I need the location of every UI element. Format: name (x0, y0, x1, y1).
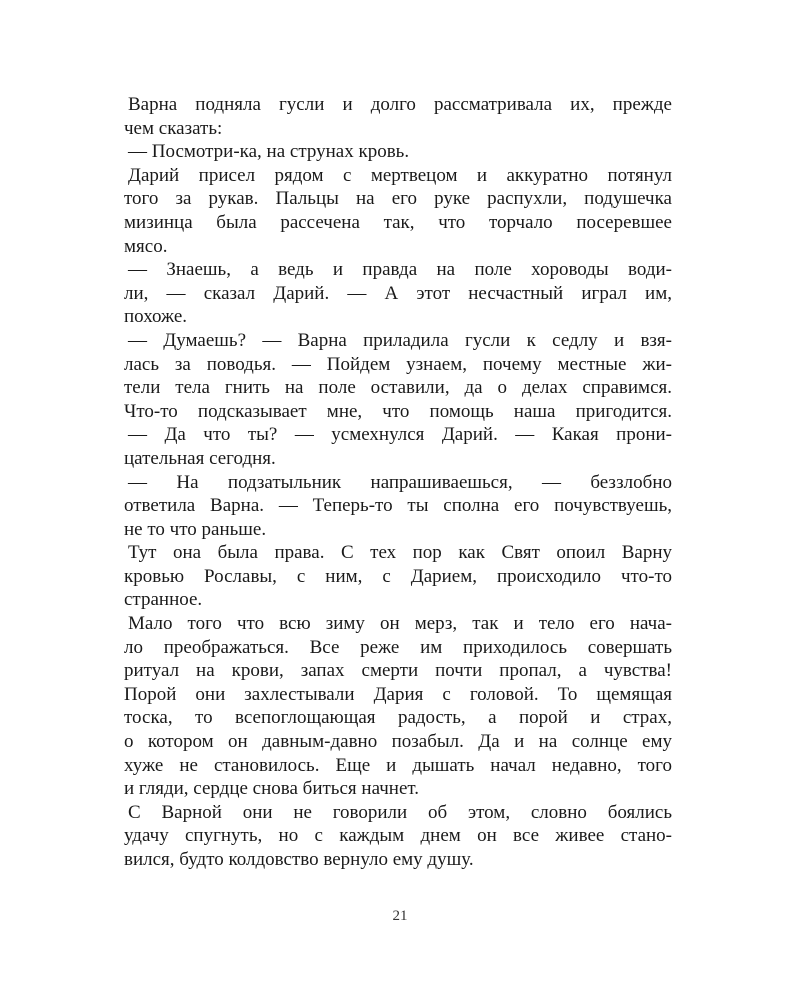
text-line: Порой они захлестывали Дария с головой. То щемящая (124, 683, 672, 705)
text-line: — Посмотри-ка, на струнах кровь. (128, 141, 410, 163)
text-line: тели тела гнить на поле оставили, да о делах справимся. (124, 377, 672, 399)
text-line: о котором он давным-давно позабыл. Да и на солнце ему (124, 731, 672, 753)
text-line: странное. (124, 589, 203, 611)
text-line: Мало того что всю зиму он мерз, так и тело его нача- (128, 613, 672, 635)
text-line: Варна подняла гусли и долго рассматривала их, прежде (128, 94, 672, 115)
text-line: ли, — сказал Дарий. — А этот несчастный играл им, (124, 282, 672, 304)
text-line: ло преображаться. Все реже им приходилось совершать (124, 636, 672, 658)
text-line: тоска, то всепоглощающая радость, а порой и страх, (124, 707, 672, 729)
text-line: — Знаешь, а ведь и правда на поле хороводы води- (128, 259, 672, 281)
text-line: вился, будто колдовство вернуло ему душу. (124, 849, 474, 870)
text-line: — На подзатыльник напрашиваешься, — беззлобно (128, 471, 672, 493)
text-line: мизинца была рассечена так, что торчало посеревшее (124, 211, 672, 233)
text-line: лась за поводья. — Пойдем узнаем, почему местные жи- (124, 353, 672, 375)
text-line: мясо. (124, 235, 168, 257)
text-line: кровью Рославы, с ним, с Дарием, происходило что-то (124, 565, 672, 587)
page-number: 21 (392, 908, 408, 924)
text-line: цательная сегодня. (124, 447, 276, 469)
text-line: С Варной они не говорили об этом, словно боялись (128, 801, 672, 823)
text-line: и гляди, сердце снова биться начнет. (124, 778, 420, 800)
text-line: чем сказать: (124, 117, 223, 139)
text-line: Дарий присел рядом с мертвецом и аккуратно потянул (128, 164, 672, 186)
text-line: того за рукав. Пальцы на его руке распухли, подушечка (124, 188, 672, 210)
text-line: Что-то подсказывает мне, что помощь наша пригодится. (124, 400, 672, 422)
text-line: ритуал на крови, запах смерти почти пропал, а чувства! (124, 660, 672, 682)
text-line: — Да что ты? — усмехнулся Дарий. — Какая прони- (128, 424, 672, 446)
text-line: Тут она была права. С тех пор как Свят опоил Варну (128, 542, 672, 564)
text-line: похоже. (124, 306, 188, 328)
text-line: удачу спугнуть, но с каждым днем он все живее стано- (124, 825, 672, 847)
text-line: ответила Варна. — Теперь-то ты сполна его почувствуешь, (124, 495, 672, 517)
text-line: хуже не становилось. Еще и дышать начал недавно, того (124, 754, 672, 776)
text-line: — Думаешь? — Варна приладила гусли к седлу и взя- (128, 329, 672, 351)
text-line: не то что раньше. (124, 518, 267, 540)
body-text (124, 93, 672, 872)
